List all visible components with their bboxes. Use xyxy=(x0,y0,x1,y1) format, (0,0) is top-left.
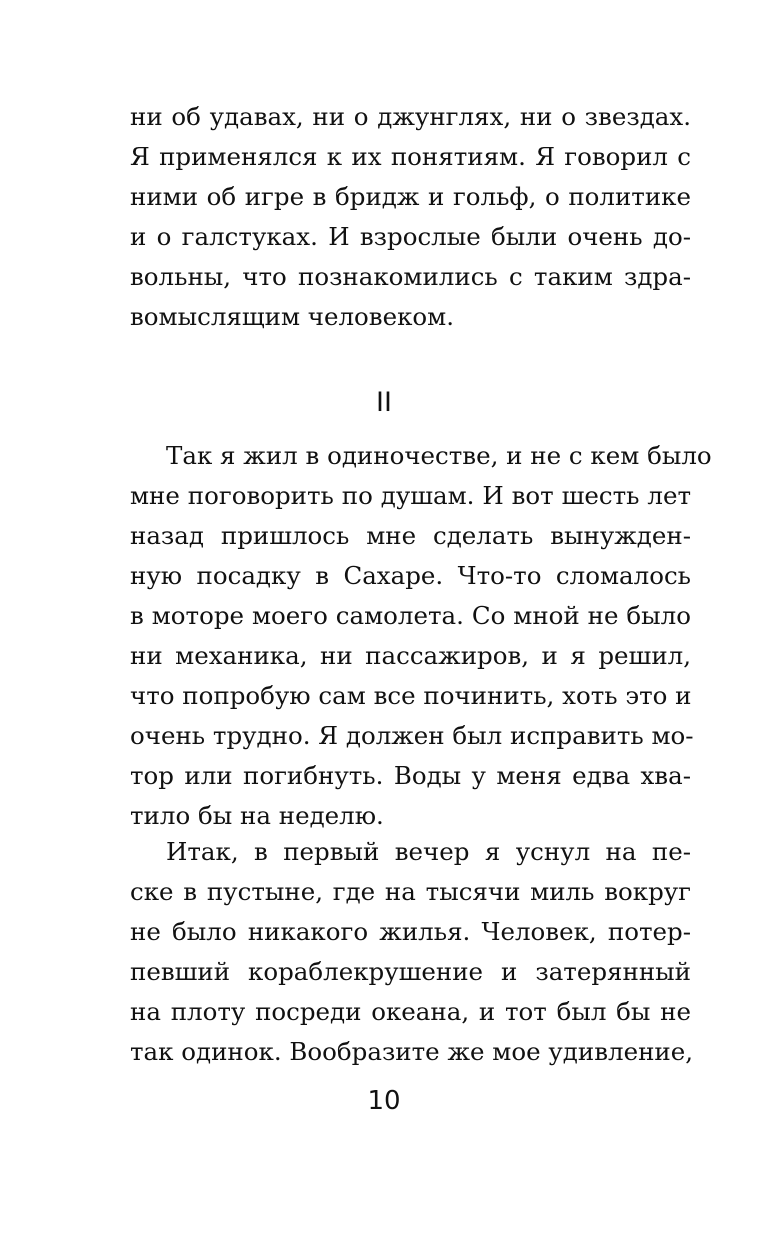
text-line: тор или погибнуть. Воды у меня едва хва- xyxy=(130,761,691,790)
text-line: Так я жил в одиночестве, и не с кем было xyxy=(166,441,712,470)
text-line: певший кораблекрушение и затерянный xyxy=(130,957,691,986)
text-line: назад пришлось мне сделать вынужден- xyxy=(130,521,691,550)
text-line: тило бы на неделю. xyxy=(130,801,384,830)
text-line: Я применялся к их понятиям. Я говорил с xyxy=(130,142,691,171)
text-line: Итак, в первый вечер я уснул на пе- xyxy=(166,837,691,866)
chapter-heading: II xyxy=(376,387,392,418)
text-line: ними об игре в бридж и гольф, о политике xyxy=(130,182,691,211)
text-line: и о галстуках. И взрослые были очень до- xyxy=(130,222,691,251)
text-line: вольны, что познакомились с таким здра- xyxy=(130,262,691,291)
text-line: ни механика, ни пассажиров, и я решил, xyxy=(130,641,691,670)
text-line: что попробую сам все починить, хоть это и xyxy=(130,681,692,710)
text-line: на плоту посреди океана, и тот был бы не xyxy=(130,997,691,1026)
text-line: мне поговорить по душам. И вот шесть лет xyxy=(130,481,691,510)
page-number: 10 xyxy=(367,1086,401,1116)
text-line: вомыслящим человеком. xyxy=(130,302,455,331)
text-line: ную посадку в Сахаре. Что-то сломалось xyxy=(130,561,691,590)
text-line: в моторе моего самолета. Со мной не было xyxy=(130,601,691,630)
text-line: так одинок. Вообразите же мое удивление, xyxy=(130,1037,694,1066)
text-line: не было никакого жилья. Человек, потер- xyxy=(130,917,691,946)
text-line: ни об удавах, ни о джунглях, ни о звездах. xyxy=(130,102,691,131)
text-line: очень трудно. Я должен был исправить мо- xyxy=(130,721,694,750)
text-line: ске в пустыне, где на тысячи миль вокруг xyxy=(130,877,691,906)
